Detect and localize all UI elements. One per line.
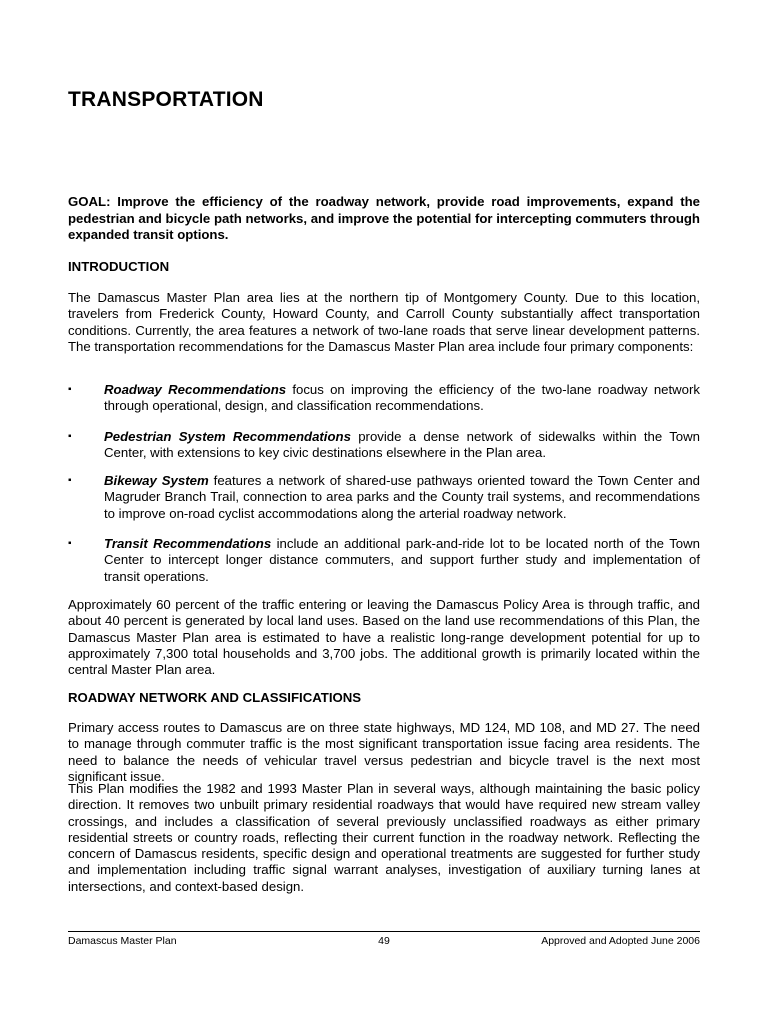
footer-page-number: 49 <box>378 935 390 947</box>
roadway-paragraph-2: This Plan modifies the 1982 and 1993 Master Plan in several ways, although maintaining the basic policy direction. It removes two unbuilt primary residential roadways that would have required new stream valley crossings, and includes a classification of several previously unclassified roadways as either primary residential streets or country roads, reflecting their current function in the roadway network. Reflecting the concern of Damascus residents, specific design and operational treatments are suggested for further study and implementation including traffic signal warrant analyses, investigation of auxiliary turning lanes at intersections, and context-based design. <box>68 781 700 894</box>
roadway-paragraph-1: Primary access routes to Damascus are on three state highways, MD 124, MD 108, and MD 27. The need to manage through commuter traffic is the most significant transportation issue facing area residents. The need to balance the needs of vehicular travel versus pedestrian and bicycle travel is the next most significant issue. <box>68 720 700 784</box>
bullet-term: Pedestrian System Recommendations <box>104 429 351 444</box>
page-title: TRANSPORTATION <box>68 88 264 111</box>
bullet-term: Transit Recommendations <box>104 536 272 551</box>
bullet-text: include an additional park-and-ride lot to be located north of the Town Center to intercept longer distance commuters, and support further study and implementation of transit operations. <box>104 536 701 584</box>
bullet-text: features a network of shared-use pathways oriented toward the Town Center and Magruder Branch Trail, connection to area parks and the County trail systems, and recommendations to improve on-road cyclist accommodations along the arterial roadway network. <box>104 473 700 521</box>
bullet-marker: ▪ <box>68 475 72 486</box>
bullet-text: provide a dense network of sidewalks within the Town Center, with extensions to key civic destinations elsewhere in the Plan area. <box>104 429 700 461</box>
introduction-paragraph: The Damascus Master Plan area lies at the northern tip of Montgomery County. Due to this location, travelers from Frederick County, Howard County, and Carroll County substantially affect transportation conditions. Currently, the area features a network of two-lane roads that serve linear development patterns. The transportation recommendations for the Damascus Master Plan area include four primary components: <box>68 290 700 354</box>
goal-statement: GOAL: Improve the efficiency of the roadway network, provide road improvements, expand the pedestrian and bicycle path networks, and improve the potential for intercepting commuters through expanded transit options. <box>68 194 700 243</box>
bullet-marker: ▪ <box>68 431 72 442</box>
closing-paragraph: Approximately 60 percent of the traffic entering or leaving the Damascus Policy Area is through traffic, and about 40 percent is generated by local land uses. Based on the land use recommendations of this Plan, the Damascus Master Plan area is estimated to have a realistic long-range development potential for up to approximately 7,300 total households and 3,700 jobs. The additional growth is primarily located within the central Master Plan area. <box>68 597 700 678</box>
introduction-heading: INTRODUCTION <box>68 259 170 274</box>
bullet-marker: ▪ <box>68 538 72 549</box>
roadway-heading: ROADWAY NETWORK AND CLASSIFICATIONS <box>68 690 362 705</box>
bullet-term: Bikeway System <box>104 473 209 488</box>
bullet-text: focus on improving the efficiency of the two-lane roadway network through operational, design, and classification recommendations. <box>104 382 700 414</box>
footer-document-title: Damascus Master Plan <box>68 935 177 947</box>
footer-approval-date: Approved and Adopted June 2006 <box>541 935 700 947</box>
footer-divider <box>68 931 700 932</box>
bullet-marker: ▪ <box>68 384 72 395</box>
bullet-term: Roadway Recommendations <box>104 382 287 397</box>
